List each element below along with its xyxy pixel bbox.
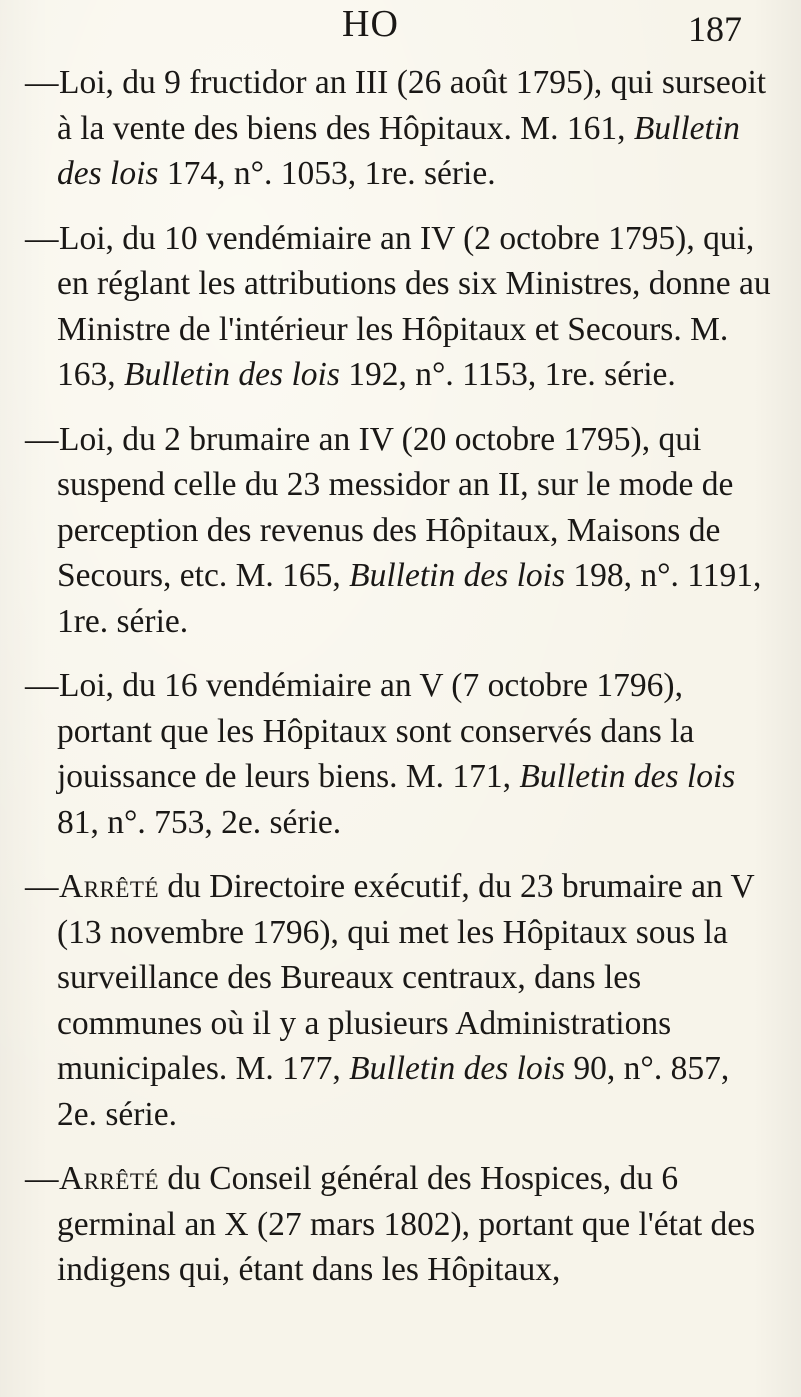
entry-dash: — [25, 420, 59, 458]
list-item [25, 1156, 771, 1293]
entry-dash: — [25, 219, 59, 257]
entry-list [0, 60, 801, 1312]
list-item [25, 60, 771, 197]
entry-bulletin-title: Bulletin des lois [124, 356, 340, 393]
entry-bulletin-title: Bulletin des lois [519, 758, 736, 795]
entry-text: , du 10 vendémiaire an IV (2 octobre 1795), qui, en réglant les attributions des six Ministres, donne au Ministre de l'intérieur les Hôpitaux et Secours. M. 163, [57, 219, 771, 393]
entry-reference: 81, n°. 753, 2e. série. [57, 803, 342, 841]
entry-lead: Loi [59, 420, 106, 458]
entry-text: du Directoire exécutif, du 23 brumaire an V (13 novembre 1796), qui met les Hôpitaux sous la surveillance des Bureaux centraux, dans les communes où il y a plusieurs Administrations municipales. M. 177, [57, 868, 755, 1087]
entry-reference: 174, n°. 1053, 1re. série. [158, 155, 496, 192]
entry-bulletin-title: Bulletin des lois [349, 557, 566, 594]
entry-reference: 198, n°. 1191, 1re. série. [57, 557, 762, 640]
entry-lead: Loi [59, 64, 106, 101]
entry-lead: Loi [59, 219, 106, 257]
entry-reference: 90, n°. 857, 2e. série. [57, 1050, 730, 1133]
list-item [25, 216, 771, 398]
entry-lead: Arrêté [59, 868, 160, 905]
entry-bulletin-title: Bulletin des lois [57, 109, 740, 192]
entry-text: du Conseil général des Hospices, du 6 germinal an X (27 mars 1802), portant que l'état des indigens qui, étant dans les Hôpitaux, [57, 1160, 756, 1288]
entry-dash: — [25, 868, 59, 905]
entry-dash: — [25, 1160, 59, 1197]
entry-lead: Loi [59, 667, 106, 704]
list-item [25, 864, 771, 1137]
page-number: 187 [688, 9, 742, 49]
running-head-word: HO [342, 3, 399, 45]
entry-bulletin-title: Bulletin des lois [349, 1050, 566, 1087]
entry-dash: — [25, 667, 59, 704]
entry-text: , du 9 fructidor an III (26 août 1795), qui surseoit à la vente des biens des Hôpitaux. M. 161, [57, 64, 767, 147]
running-head [0, 2, 801, 50]
entry-text: , du 16 vendémiaire an V (7 octobre 1796), portant que les Hôpitaux sont conservés dans la jouissance de leurs biens. M. 171, [57, 667, 695, 795]
entry-lead: Arrêté [59, 1160, 160, 1197]
list-item [25, 417, 771, 645]
entry-reference: 192, n°. 1153, 1re. série. [339, 356, 676, 393]
list-item [25, 663, 771, 845]
entry-dash: — [25, 64, 59, 101]
entry-text: , du 2 brumaire an IV (20 octobre 1795), qui suspend celle du 23 messidor an II, sur le mode de perception des revenus des Hôpitaux, Maisons de Secours, etc. M. 165, [57, 420, 734, 594]
